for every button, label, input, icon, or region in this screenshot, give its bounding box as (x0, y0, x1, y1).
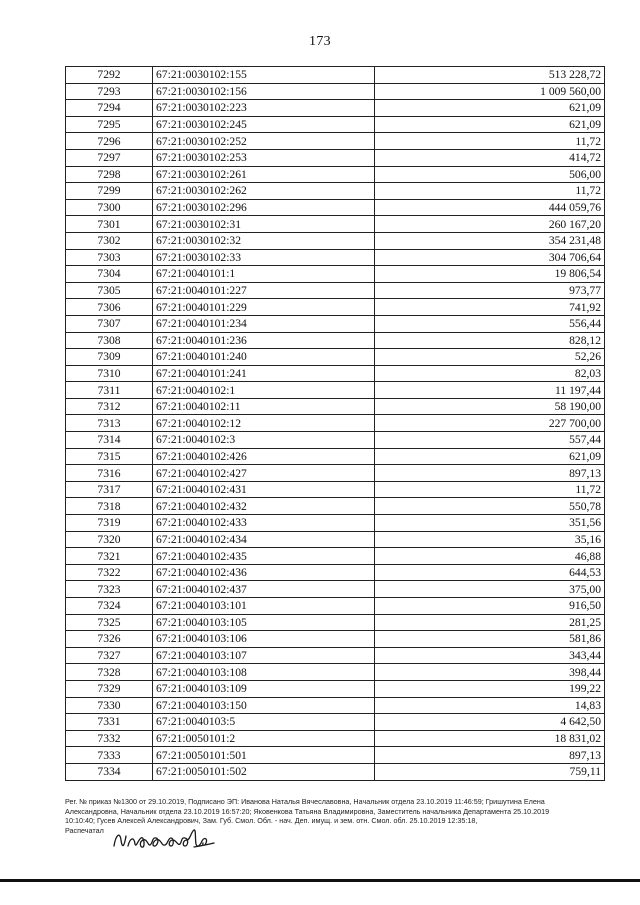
handwritten-signature (110, 826, 225, 852)
cadastral-value: 621,09 (375, 116, 605, 133)
cadastral-value: 4 642,50 (375, 714, 605, 731)
signature-line-3: 10:10:40; Гусев Алексей Александрович, Зам. Губ. Смол. Обл. - нач. Деп. имущ. и зем. отн. Смол. обл. 25.10.2019 12:35:18, (65, 816, 478, 826)
table-row (66, 315, 605, 332)
cadastral-number: 67:21:0040103:5 (153, 714, 375, 731)
cadastral-value: 351,56 (375, 515, 605, 532)
table-row (66, 382, 605, 399)
table-row (66, 398, 605, 415)
cadastral-number: 67:21:0040103:105 (153, 614, 375, 631)
table-row (66, 133, 605, 150)
cadastral-number: 67:21:0040102:436 (153, 564, 375, 581)
cadastral-number: 67:21:0030102:31 (153, 216, 375, 233)
row-number: 7315 (66, 448, 153, 465)
cadastral-value: 18 831,02 (375, 730, 605, 747)
cadastral-number: 67:21:0040102:437 (153, 581, 375, 598)
row-number: 7310 (66, 365, 153, 382)
row-number: 7303 (66, 249, 153, 266)
row-number: 7298 (66, 166, 153, 183)
table-row (66, 415, 605, 432)
table-row (66, 481, 605, 498)
cadastral-value: 11,72 (375, 183, 605, 200)
table-row (66, 199, 605, 216)
row-number: 7297 (66, 149, 153, 166)
cadastral-value: 973,77 (375, 282, 605, 299)
cadastral-value: 581,86 (375, 631, 605, 648)
row-number: 7320 (66, 531, 153, 548)
row-number: 7332 (66, 730, 153, 747)
cadastral-value: 897,13 (375, 747, 605, 764)
table-row (66, 714, 605, 731)
cadastral-number: 67:21:0040103:107 (153, 647, 375, 664)
cadastral-value: 343,44 (375, 647, 605, 664)
cadastral-number: 67:21:0040101:241 (153, 365, 375, 382)
cadastral-value: 621,09 (375, 448, 605, 465)
row-number: 7294 (66, 100, 153, 117)
row-number: 7321 (66, 548, 153, 565)
cadastral-value: 19 806,54 (375, 266, 605, 283)
table-row (66, 531, 605, 548)
cadastral-value: 304 706,64 (375, 249, 605, 266)
cadastral-number: 67:21:0030102:156 (153, 83, 375, 100)
table-row (66, 498, 605, 515)
table-row (66, 249, 605, 266)
row-number: 7306 (66, 299, 153, 316)
cadastral-value: 414,72 (375, 149, 605, 166)
table-row (66, 664, 605, 681)
cadastral-number: 67:21:0040102:434 (153, 531, 375, 548)
cadastral-number: 67:21:0030102:262 (153, 183, 375, 200)
cadastral-value: 557,44 (375, 432, 605, 449)
cadastral-value: 506,00 (375, 166, 605, 183)
cadastral-number: 67:21:0040101:227 (153, 282, 375, 299)
cadastral-number: 67:21:0040101:236 (153, 332, 375, 349)
cadastral-number: 67:21:0050101:501 (153, 747, 375, 764)
signature-line-1: Рег. № приказ №1300 от 29.10.2019, Подписано ЭП: Иванова Наталья Вячеславовна, Начальник отдела 23.10.2019 11:46:59; Гришутина Елена (65, 797, 545, 806)
cadastral-number: 67:21:0040102:432 (153, 498, 375, 515)
cadastral-number: 67:21:0040101:240 (153, 349, 375, 366)
cadastral-value: 82,03 (375, 365, 605, 382)
cadastral-value: 227 700,00 (375, 415, 605, 432)
table-row (66, 581, 605, 598)
cadastral-value: 916,50 (375, 598, 605, 615)
row-number: 7326 (66, 631, 153, 648)
cadastral-number: 67:21:0040102:426 (153, 448, 375, 465)
signature-line-2: Александровна, Начальник отдела 23.10.2019 16:57:20; Яковенкова Татьяна Владимировна, Заместитель начальника Департамента 25.10.2019 (65, 806, 550, 816)
row-number: 7292 (66, 67, 153, 84)
row-number: 7322 (66, 564, 153, 581)
row-number: 7327 (66, 647, 153, 664)
cadastral-number: 67:21:0030102:261 (153, 166, 375, 183)
cadastral-value: 11,72 (375, 133, 605, 150)
cadastral-value: 46,88 (375, 548, 605, 565)
cadastral-value: 281,25 (375, 614, 605, 631)
cadastral-value: 11,72 (375, 481, 605, 498)
cadastral-value: 644,53 (375, 564, 605, 581)
row-number: 7312 (66, 398, 153, 415)
cadastral-number: 67:21:0050101:502 (153, 763, 375, 780)
row-number: 7300 (66, 199, 153, 216)
row-number: 7305 (66, 282, 153, 299)
cadastral-number: 67:21:0040102:12 (153, 415, 375, 432)
cadastral-value: 35,16 (375, 531, 605, 548)
cadastral-number: 67:21:0030102:223 (153, 100, 375, 117)
table-row (66, 282, 605, 299)
table-row (66, 332, 605, 349)
cadastral-number: 67:21:0040103:106 (153, 631, 375, 648)
cadastral-value: 199,22 (375, 680, 605, 697)
row-number: 7331 (66, 714, 153, 731)
cadastral-number: 67:21:0040102:11 (153, 398, 375, 415)
table-row (66, 763, 605, 780)
page-number: 173 (309, 34, 331, 49)
table-row (66, 564, 605, 581)
cadastral-value: 354 231,48 (375, 232, 605, 249)
row-number: 7309 (66, 349, 153, 366)
registry-table (65, 66, 605, 781)
cadastral-value: 58 190,00 (375, 398, 605, 415)
cadastral-value: 444 059,76 (375, 199, 605, 216)
cadastral-value: 513 228,72 (375, 67, 605, 84)
table-row (66, 149, 605, 166)
cadastral-number: 67:21:0030102:245 (153, 116, 375, 133)
cadastral-value: 11 197,44 (375, 382, 605, 399)
cadastral-value: 897,13 (375, 465, 605, 482)
printed-by-label: Распечатал (65, 825, 104, 835)
row-number: 7316 (66, 465, 153, 482)
table-row (66, 614, 605, 631)
table-row (66, 548, 605, 565)
table-row (66, 465, 605, 482)
row-number: 7328 (66, 664, 153, 681)
row-number: 7324 (66, 598, 153, 615)
footer-rule (0, 879, 640, 882)
row-number: 7295 (66, 116, 153, 133)
row-number: 7293 (66, 83, 153, 100)
cadastral-value: 52,26 (375, 349, 605, 366)
cadastral-number: 67:21:0040103:109 (153, 680, 375, 697)
row-number: 7334 (66, 763, 153, 780)
cadastral-value: 828,12 (375, 332, 605, 349)
row-number: 7301 (66, 216, 153, 233)
table-row (66, 67, 605, 84)
table-row (66, 349, 605, 366)
row-number: 7307 (66, 315, 153, 332)
cadastral-number: 67:21:0040102:433 (153, 515, 375, 532)
registry-table-body (66, 67, 605, 781)
row-number: 7311 (66, 382, 153, 399)
table-row (66, 515, 605, 532)
row-number: 7330 (66, 697, 153, 714)
table-row (66, 730, 605, 747)
row-number: 7318 (66, 498, 153, 515)
cadastral-number: 67:21:0040102:427 (153, 465, 375, 482)
row-number: 7317 (66, 481, 153, 498)
row-number: 7308 (66, 332, 153, 349)
table-row (66, 299, 605, 316)
cadastral-number: 67:21:0050101:2 (153, 730, 375, 747)
table-row (66, 116, 605, 133)
cadastral-value: 741,92 (375, 299, 605, 316)
cadastral-number: 67:21:0040101:1 (153, 266, 375, 283)
table-row (66, 216, 605, 233)
cadastral-number: 67:21:0040101:229 (153, 299, 375, 316)
table-row (66, 432, 605, 449)
row-number: 7325 (66, 614, 153, 631)
table-row (66, 183, 605, 200)
row-number: 7329 (66, 680, 153, 697)
table-row (66, 598, 605, 615)
cadastral-value: 621,09 (375, 100, 605, 117)
cadastral-number: 67:21:0040101:234 (153, 315, 375, 332)
table-row (66, 747, 605, 764)
table-row (66, 697, 605, 714)
table-row (66, 266, 605, 283)
cadastral-number: 67:21:0040102:435 (153, 548, 375, 565)
cadastral-number: 67:21:0040102:1 (153, 382, 375, 399)
cadastral-value: 1 009 560,00 (375, 83, 605, 100)
table-row (66, 232, 605, 249)
cadastral-number: 67:21:0040103:101 (153, 598, 375, 615)
cadastral-value: 375,00 (375, 581, 605, 598)
row-number: 7296 (66, 133, 153, 150)
row-number: 7299 (66, 183, 153, 200)
table-row (66, 647, 605, 664)
cadastral-value: 398,44 (375, 664, 605, 681)
row-number: 7302 (66, 232, 153, 249)
cadastral-number: 67:21:0030102:32 (153, 232, 375, 249)
table-row (66, 631, 605, 648)
cadastral-number: 67:21:0030102:33 (153, 249, 375, 266)
row-number: 7323 (66, 581, 153, 598)
cadastral-value: 759,11 (375, 763, 605, 780)
row-number: 7304 (66, 266, 153, 283)
row-number: 7313 (66, 415, 153, 432)
table-row (66, 83, 605, 100)
cadastral-value: 260 167,20 (375, 216, 605, 233)
cadastral-number: 67:21:0040103:108 (153, 664, 375, 681)
cadastral-number: 67:21:0030102:253 (153, 149, 375, 166)
cadastral-value: 14,83 (375, 697, 605, 714)
table-row (66, 100, 605, 117)
cadastral-number: 67:21:0040102:3 (153, 432, 375, 449)
cadastral-number: 67:21:0030102:155 (153, 67, 375, 84)
row-number: 7319 (66, 515, 153, 532)
row-number: 7333 (66, 747, 153, 764)
cadastral-value: 556,44 (375, 315, 605, 332)
table-row (66, 448, 605, 465)
cadastral-value: 550,78 (375, 498, 605, 515)
table-row (66, 166, 605, 183)
table-row (66, 365, 605, 382)
row-number: 7314 (66, 432, 153, 449)
cadastral-number: 67:21:0030102:252 (153, 133, 375, 150)
cadastral-number: 67:21:0030102:296 (153, 199, 375, 216)
cadastral-number: 67:21:0040102:431 (153, 481, 375, 498)
table-row (66, 680, 605, 697)
cadastral-number: 67:21:0040103:150 (153, 697, 375, 714)
